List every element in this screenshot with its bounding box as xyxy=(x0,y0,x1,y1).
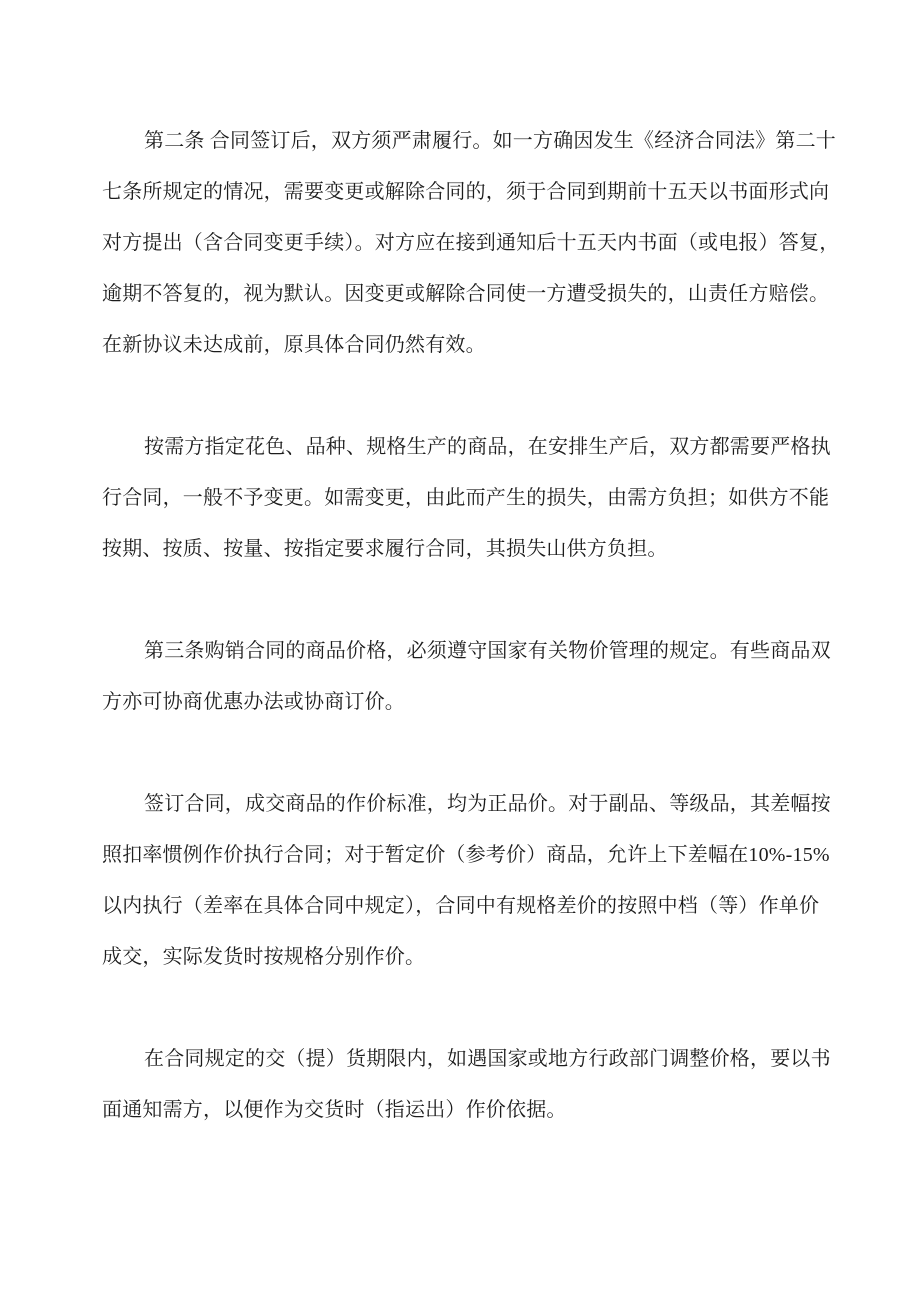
text-line: 七条所规定的情况，需要变更或解除合同的，须于合同到期前十五天以书面形式向 xyxy=(102,181,830,203)
text-line: 按需方指定花色、品种、规格生产的商品，在安排生产后，双方都需要严格执 xyxy=(144,436,831,458)
text-line: 方亦可协商优惠办法或协商订价。 xyxy=(102,691,405,713)
text-line: 签订合同，成交商品的作价标准，均为正品价。对于副品、等级品，其差幅按 xyxy=(144,793,831,815)
paragraph xyxy=(102,779,832,983)
text-line: 行合同，一般不予变更。如需变更，由此而产生的损失，由需方负担；如供方不能 xyxy=(102,487,830,509)
text-line: 对方提出（含合同变更手续）。对方应在接到通知后十五天内书面（或电报）答复， xyxy=(102,232,840,254)
text-line: 成交，实际发货时按规格分别作价。 xyxy=(102,946,426,968)
text-line: 在新协议未达成前，原具体合同仍然有效。 xyxy=(102,334,486,356)
text-line: 第二条 合同签订后，双方须严肃履行。如一方确因发生《经济合同法》第二十 xyxy=(144,130,836,152)
paragraph xyxy=(102,116,840,371)
document-body xyxy=(102,116,840,1136)
paragraph xyxy=(102,626,832,728)
paragraph xyxy=(102,422,832,575)
text-line: 以内执行（差率在具体合同中规定），合同中有规格差价的按照中档（等）作单价 xyxy=(102,895,820,917)
text-line: 第三条购销合同的商品价格，必须遵守国家有关物价管理的规定。有些商品双 xyxy=(144,640,831,662)
text-line: 面通知需方，以便作为交货时（指运出）作价依据。 xyxy=(102,1099,567,1121)
text-line: 逾期不答复的，视为默认。因变更或解除合同使一方遭受损失的，山责任方赔偿。 xyxy=(102,283,830,305)
paragraph xyxy=(102,1034,832,1136)
text-line: 照扣率惯例作价执行合同；对于暂定价（参考价）商品，允许上下差幅在10%-15% xyxy=(102,844,830,866)
text-line: 按期、按质、按量、按指定要求履行合同，其损失山供方负担。 xyxy=(102,538,668,560)
text-line: 在合同规定的交（提）货期限内，如遇国家或地方行政部门调整价格，要以书 xyxy=(144,1048,831,1070)
